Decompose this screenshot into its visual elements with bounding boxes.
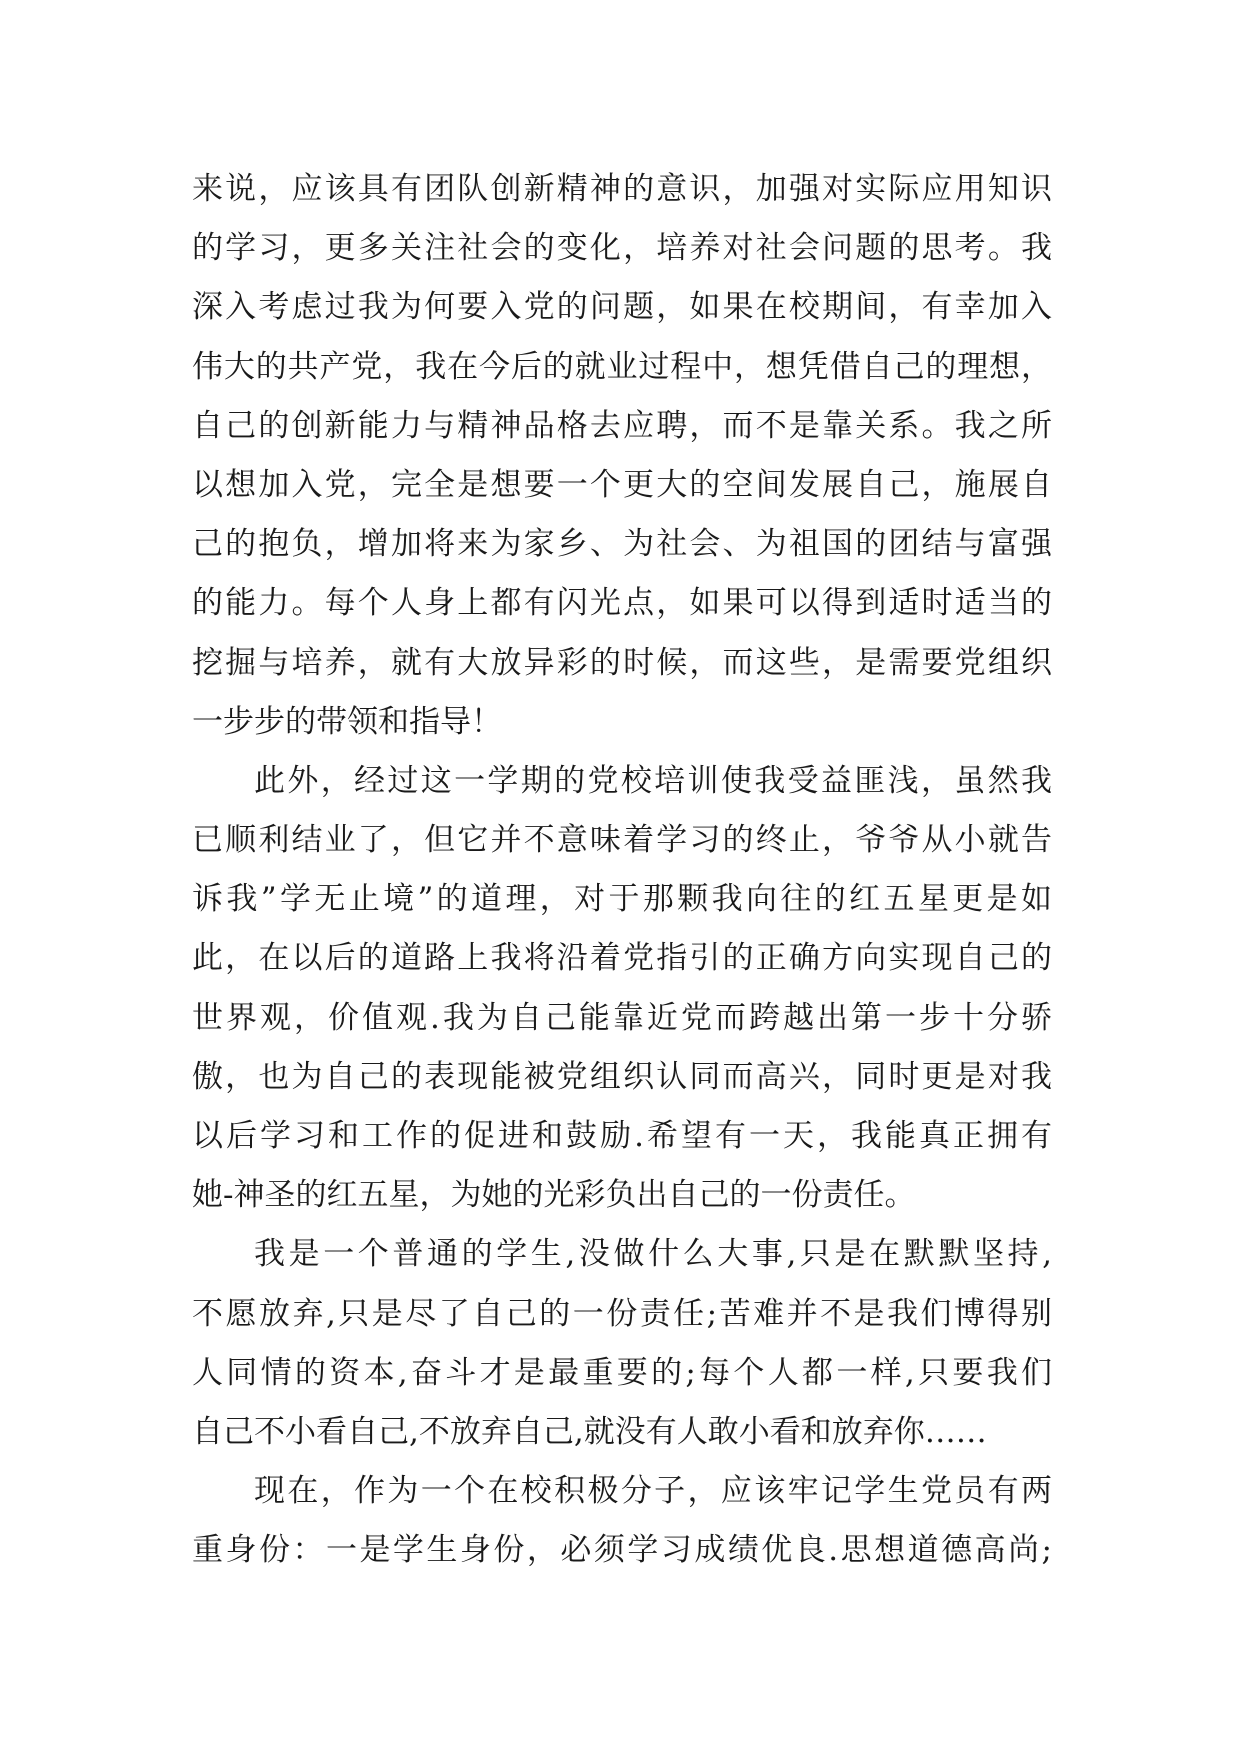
text-line: 的学习，更多关注社会的变化，培养对社会问题的思考。我 xyxy=(192,230,1052,267)
paragraph-4 xyxy=(192,1462,1052,1580)
text-line: 己的抱负，增加将来为家乡、为社会、为祖国的团结与富强 xyxy=(192,526,1052,563)
text-line: 世界观，价值观.我为自己能靠近党而跨越出第一步十分骄 xyxy=(192,999,1052,1036)
text-line: 一步步的带领和指导！ xyxy=(192,703,502,740)
text-line: 我是一个普通的学生,没做什么大事,只是在默默坚持, xyxy=(254,1236,1052,1273)
text-line: 已顺利结业了，但它并不意味着学习的终止，爷爷从小就告 xyxy=(192,822,1052,859)
text-line: 的能力。每个人身上都有闪光点，如果可以得到适时适当的 xyxy=(192,585,1052,622)
text-line: 来说，应该具有团队创新精神的意识，加强对实际应用知识 xyxy=(192,171,1052,207)
text-line: 此外，经过这一学期的党校培训使我受益匪浅，虽然我 xyxy=(254,762,1052,799)
document-body xyxy=(192,160,1052,1581)
text-line: 深入考虑过我为何要入党的问题，如果在校期间，有幸加入 xyxy=(192,289,1052,326)
text-line: 诉我”学无止境”的道理，对于那颗我向往的红五星更是如 xyxy=(192,881,1052,918)
text-line: 此，在以后的道路上我将沿着党指引的正确方向实现自己的 xyxy=(192,940,1052,977)
text-line: 以后学习和工作的促进和鼓励.希望有一天，我能真正拥有 xyxy=(192,1118,1052,1154)
paragraph-3 xyxy=(192,1225,1052,1462)
text-line: 傲，也为自己的表现能被党组织认同而高兴，同时更是对我 xyxy=(192,1058,1052,1095)
text-line: 伟大的共产党，我在今后的就业过程中，想凭借自己的理想， xyxy=(192,348,1052,385)
text-line: 自己不小看自己,不放弃自己,就没有人敢小看和放弃你…… xyxy=(192,1413,987,1450)
text-line: 人同情的资本,奋斗才是最重要的;每个人都一样,只要我们 xyxy=(192,1354,1052,1391)
text-line: 现在，作为一个在校积极分子，应该牢记学生党员有两 xyxy=(254,1473,1052,1510)
text-line: 重身份：一是学生身份，必须学习成绩优良.思想道德高尚; xyxy=(192,1532,1052,1569)
text-line: 不愿放弃,只是尽了自己的一份责任;苦难并不是我们博得别 xyxy=(192,1295,1052,1332)
paragraph-2 xyxy=(192,752,1052,1226)
text-line: 她-神圣的红五星，为她的光彩负出自己的一份责任。 xyxy=(192,1177,916,1214)
text-line: 挖掘与培养，就有大放异彩的时候，而这些，是需要党组织 xyxy=(192,644,1052,681)
text-line: 自己的创新能力与精神品格去应聘，而不是靠关系。我之所 xyxy=(192,407,1052,444)
text-line: 以想加入党，完全是想要一个更大的空间发展自己，施展自 xyxy=(192,466,1052,503)
paragraph-1 xyxy=(192,160,1052,752)
